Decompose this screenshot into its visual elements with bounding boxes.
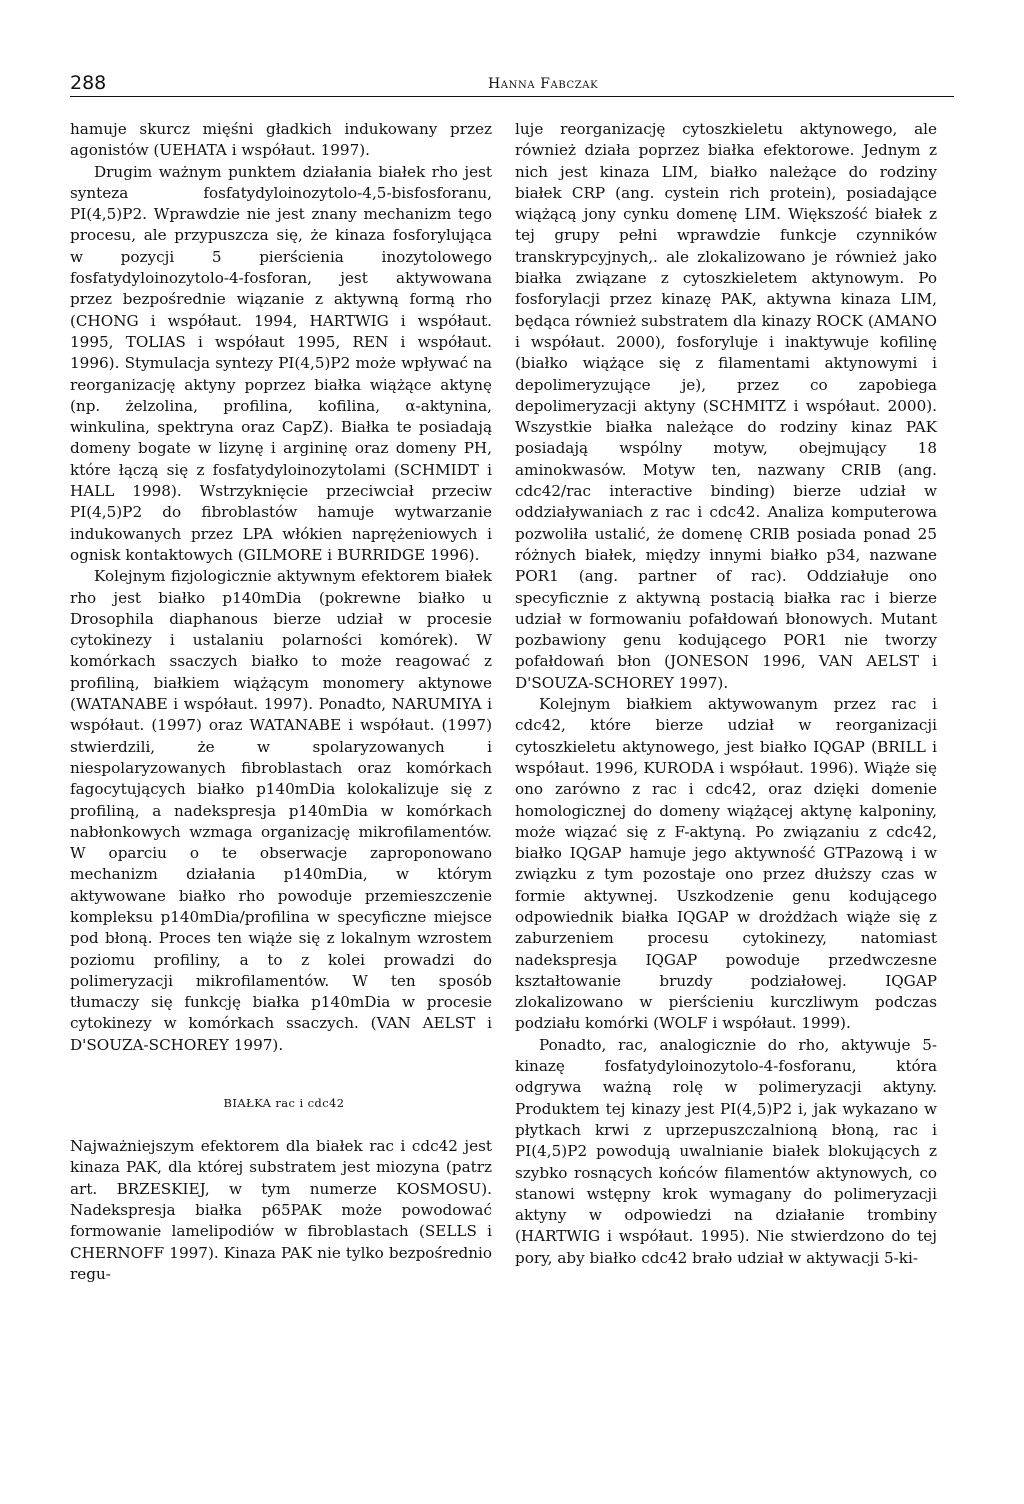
- paragraph: Najważniejszym efektorem dla białek rac i cdc42 jest kinaza PAK, dla której substratem jest miozyna (patrz art. BRZESKIEJ, w tym numerze KOSMOSU). Nadekspresja białka p65PAK może powodować formowanie lamelipodiów w fibroblastach (SELLS i CHERNOFF 1997). Kinaza PAK nie tylko bezpośrednio regu-: [70, 1137, 492, 1283]
- section-heading: BIAŁKA rac i cdc42: [223, 1096, 345, 1111]
- running-head-author: Hanna Fabczak: [488, 76, 599, 92]
- left-column: [70, 119, 492, 1285]
- page-header: [70, 72, 954, 97]
- page-number: 288: [70, 72, 107, 94]
- paragraph: hamuje skurcz mięśni gładkich indukowany przez agonistów (UEHATA i współaut. 1997).: [70, 120, 492, 160]
- paragraph: Ponadto, rac, analogicznie do rho, aktywuje 5-kinazę fosfatydyloinozytolo-4-fosforanu, która odgrywa ważną rolę w polimeryzacji aktyny. Produktem tej kinazy jest PI(4,5)P2 i, jak wykazano w płytkach krwi z uprzepuszczalnioną błoną, rac i PI(4,5)P2 powodują uwalnianie białek blokujących z szybko rosnących końców filamentów aktynowych, co stanowi wstępny krok wymagany do polimeryzacji aktyny w odpowiedzi na działanie trombiny (HARTWIG i współaut. 1995). Nie stwierdzono do tej pory, aby białko cdc42 brało udział w aktywacji 5-ki-: [515, 1035, 937, 1267]
- right-column: [515, 119, 937, 1269]
- paragraph: Drugim ważnym punktem działania białek rho jest synteza fosfatydyloinozytolo-4,5-bisfosforanu, PI(4,5)P2. Wprawdzie nie jest znany mechanizm tego procesu, ale przypuszcza się, że kinaza fosforylująca w pozycji 5 pierścienia inozytolowego fosfatydyloinozytolo-4-fosforan, jest aktywowana przez bezpośrednie wiązanie z aktywną formą rho (CHONG i współaut. 1994, HARTWIG i współaut. 1995, TOLIAS i współaut 1995, REN i współaut. 1996). Stymulacja syntezy PI(4,5)P2 może wpływać na reorganizację aktyny poprzez białka wiążące aktynę (np. żelzolina, profilina, kofilina, α-aktynina, winkulina, spektryna oraz CapZ). Białka te posiadają domeny bogate w lizynę i argininę oraz domeny PH, które łączą się z fosfatydyloinozytolami (SCHMIDT i HALL 1998). Wstrzyknięcie przeciwciał przeciw PI(4,5)P2 do fibroblastów hamuje wytwarzanie indukowanych przez LPA włókien naprężeniowych i ognisk kontaktowych (GILMORE i BURRIDGE 1996).: [70, 162, 492, 564]
- paragraph: Kolejnym białkiem aktywowanym przez rac i cdc42, które bierze udział w reorganizacji cytoszkieletu aktynowego, jest białko IQGAP (BRILL i współaut. 1996, KURODA i współaut. 1996). Wiąże się ono zarówno z rac i cdc42, oraz dzięki domenie homologicznej do domeny wiążącej aktynę kalponiny, może wiązać się z F-aktyną. Po związaniu z cdc42, białko IQGAP hamuje jego aktywność GTPazową i w związku z tym pozostaje ono przez dłuższy czas w formie aktywnej. Uszkodzenie genu kodującego odpowiednik białka IQGAP w drożdżach wiąże się z zaburzeniem procesu cytokinezy, natomiast nadekspresja IQGAP powoduje przedwczesne kształtowanie bruzdy podziałowej. IQGAP zlokalizowano w pierścieniu kurczliwym podczas podziału komórki (WOLF i współaut. 1999).: [515, 695, 937, 1033]
- paragraph: Kolejnym fizjologicznie aktywnym efektorem białek rho jest białko p140mDia (pokrewne białko u Drosophila diaphanous bierze udział w procesie cytokinezy i ustalaniu polarności komórek). W komórkach ssaczych białko to może reagować z profiliną, białkiem wiążącym monomery aktynowe (WATANABE i współaut. 1997). Ponadto, NARUMIYA i współaut. (1997) oraz WATANABE i współaut. (1997) stwierdzili, że w spolaryzowanych i niespolaryzowanych fibroblastach oraz komórkach fagocytujących białko p140mDia kolokalizuje się z profiliną, a nadekspresja p140mDia w komórkach nabłonkowych wzmaga organizację mikrofilamentów. W oparciu o te obserwacje zaproponowano mechanizm działania p140mDia, w którym aktywowane białko rho powoduje przemieszczenie kompleksu p140mDia/profilina w specyficzne miejsce pod błoną. Proces ten wiąże się z lokalnym wzrostem poziomu profiliny, a to z kolei prowadzi do polimeryzacji mikrofilamentów. W ten sposób tłumaczy się funkcję białka p140mDia w procesie cytokinezy w komórkach ssaczych. (VAN AELST i D'SOUZA-SCHOREY 1997).: [70, 567, 492, 1054]
- paragraph: luje reorganizację cytoszkieletu aktynowego, ale również działa poprzez białka efektorowe. Jednym z nich jest kinaza LIM, białko należące do rodziny białek CRP (ang. cystein rich protein), posiadające wiążącą jony cynku domenę LIM. Większość białek z tej grupy pełni wprawdzie funkcje czynników transkrypcyjnych,. ale zlokalizowano je również jako białka związane z cytoszkieletem aktynowym. Po fosforylacji przez kinazę PAK, aktywna kinaza LIM, będąca również substratem dla kinazy ROCK (AMANO i współaut. 2000), fosforyluje i inaktywuje kofilinę (białko wiążące się z filamentami aktynowymi i depolimeryzujące je), przez co zapobiega depolimeryzacji aktyny (SCHMITZ i współaut. 2000). Wszystkie białka należące do rodziny kinaz PAK posiadają wspólny motyw, obejmujący 18 aminokwasów. Motyw ten, nazwany CRIB (ang. cdc42/rac interactive binding) bierze udział w oddziaływaniach z rac i cdc42. Analiza komputerowa pozwoliła ustalić, że domenę CRIB posiada ponad 25 różnych białek, między innymi białko p34, nazwane POR1 (ang. partner of rac). Oddziałuje ono specyficznie z aktywną postacią białka rac i bierze udział w formowaniu pofałdowań błonowych. Mutant pozbawiony genu kodującego POR1 nie tworzy pofałdowań błon (JONESON 1996, VAN AELST i D'SOUZA-SCHOREY 1997).: [515, 120, 937, 692]
